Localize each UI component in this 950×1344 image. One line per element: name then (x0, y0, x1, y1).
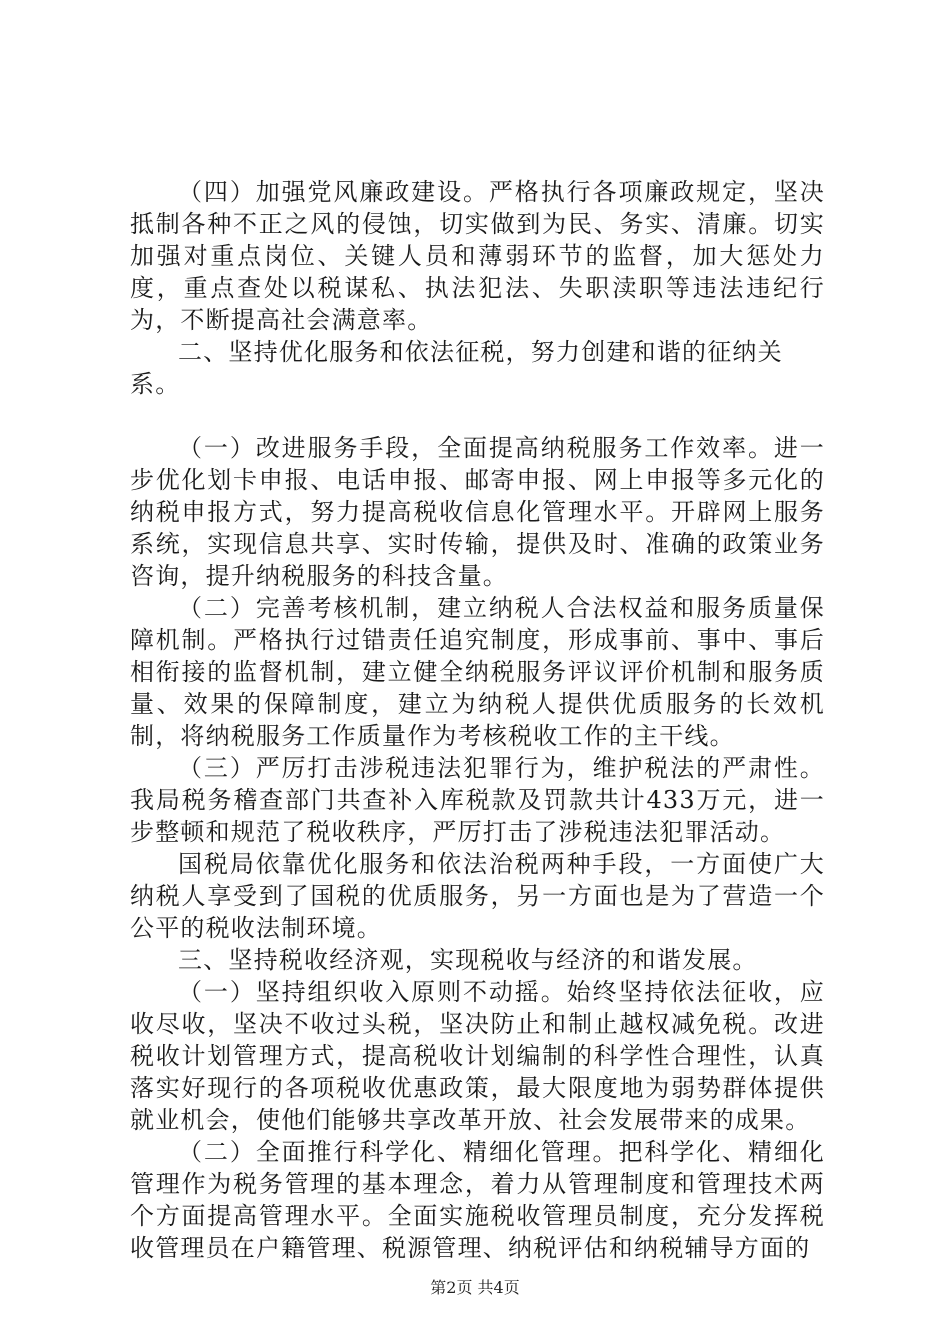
paragraph-crack-down-tax-crime: （三）严厉打击涉税违法犯罪行为，维护税法的严肃性。我局税务稽查部门共查补入库税款及罚款共计433万元，进一步整顿和规范了税收秩序，严厉打击了涉税违法犯罪活动。 (130, 754, 825, 846)
section-heading-two: 二、坚持优化服务和依法征税，努力创建和谐的征纳关系。 (130, 338, 783, 398)
paragraph-scientific-management: （二）全面推行科学化、精细化管理。把科学化、精细化管理作为税务管理的基本理念，着力从管理制度和管理技术两个方面提高管理水平。全面实施税收管理员制度，充分发挥税收管理员在户籍管理、税源管理、纳税评估和纳税辅导方面的 (130, 1138, 825, 1262)
section-heading-three: 三、坚持税收经济观，实现税收与经济的和谐发展。 (178, 946, 758, 974)
paragraph-tax-bureau-summary: 国税局依靠优化服务和依法治税两种手段，一方面使广大纳税人享受到了国税的优质服务，另一方面也是为了营造一个公平的税收法制环境。 (130, 850, 825, 942)
paragraph-party-integrity: （四）加强党风廉政建设。严格执行各项廉政规定，坚决抵制各种不正之风的侵蚀，切实做到为民、务实、清廉。切实加强对重点岗位、关键人员和薄弱环节的监督，加大惩处力度，重点查处以税谋私、执法犯法、失职渎职等违法违纪行为，不断提高社会满意率。 (130, 178, 825, 334)
document-body (130, 176, 825, 1264)
page-indicator: 第2页 共4页 (430, 1278, 520, 1297)
paragraph-revenue-principle: （一）坚持组织收入原则不动摇。始终坚持依法征收，应收尽收，坚决不收过头税，坚决防止和制止越权减免税。改进税收计划管理方式，提高税收计划编制的科学性合理性，认真落实好现行的各项税收优惠政策，最大限度地为弱势群体提供就业机会，使他们能够共享改革开放、社会发展带来的成果。 (130, 978, 825, 1134)
page-footer (0, 1277, 950, 1299)
paragraph-assessment-mechanism: （二）完善考核机制，建立纳税人合法权益和服务质量保障机制。严格执行过错责任追究制度，形成事前、事中、事后相衔接的监督机制，建立健全纳税服务评议评价机制和服务质量、效果的保障制度，建立为纳税人提供优质服务的长效机制，将纳税服务工作质量作为考核税收工作的主干线。 (130, 594, 825, 750)
paragraph-improve-service: （一）改进服务手段，全面提高纳税服务工作效率。进一步优化划卡申报、电话申报、邮寄申报、网上申报等多元化的纳税申报方式，努力提高税收信息化管理水平。开辟网上服务系统，实现信息共享、实时传输，提供及时、准确的政策业务咨询，提升纳税服务的科技含量。 (130, 434, 825, 590)
